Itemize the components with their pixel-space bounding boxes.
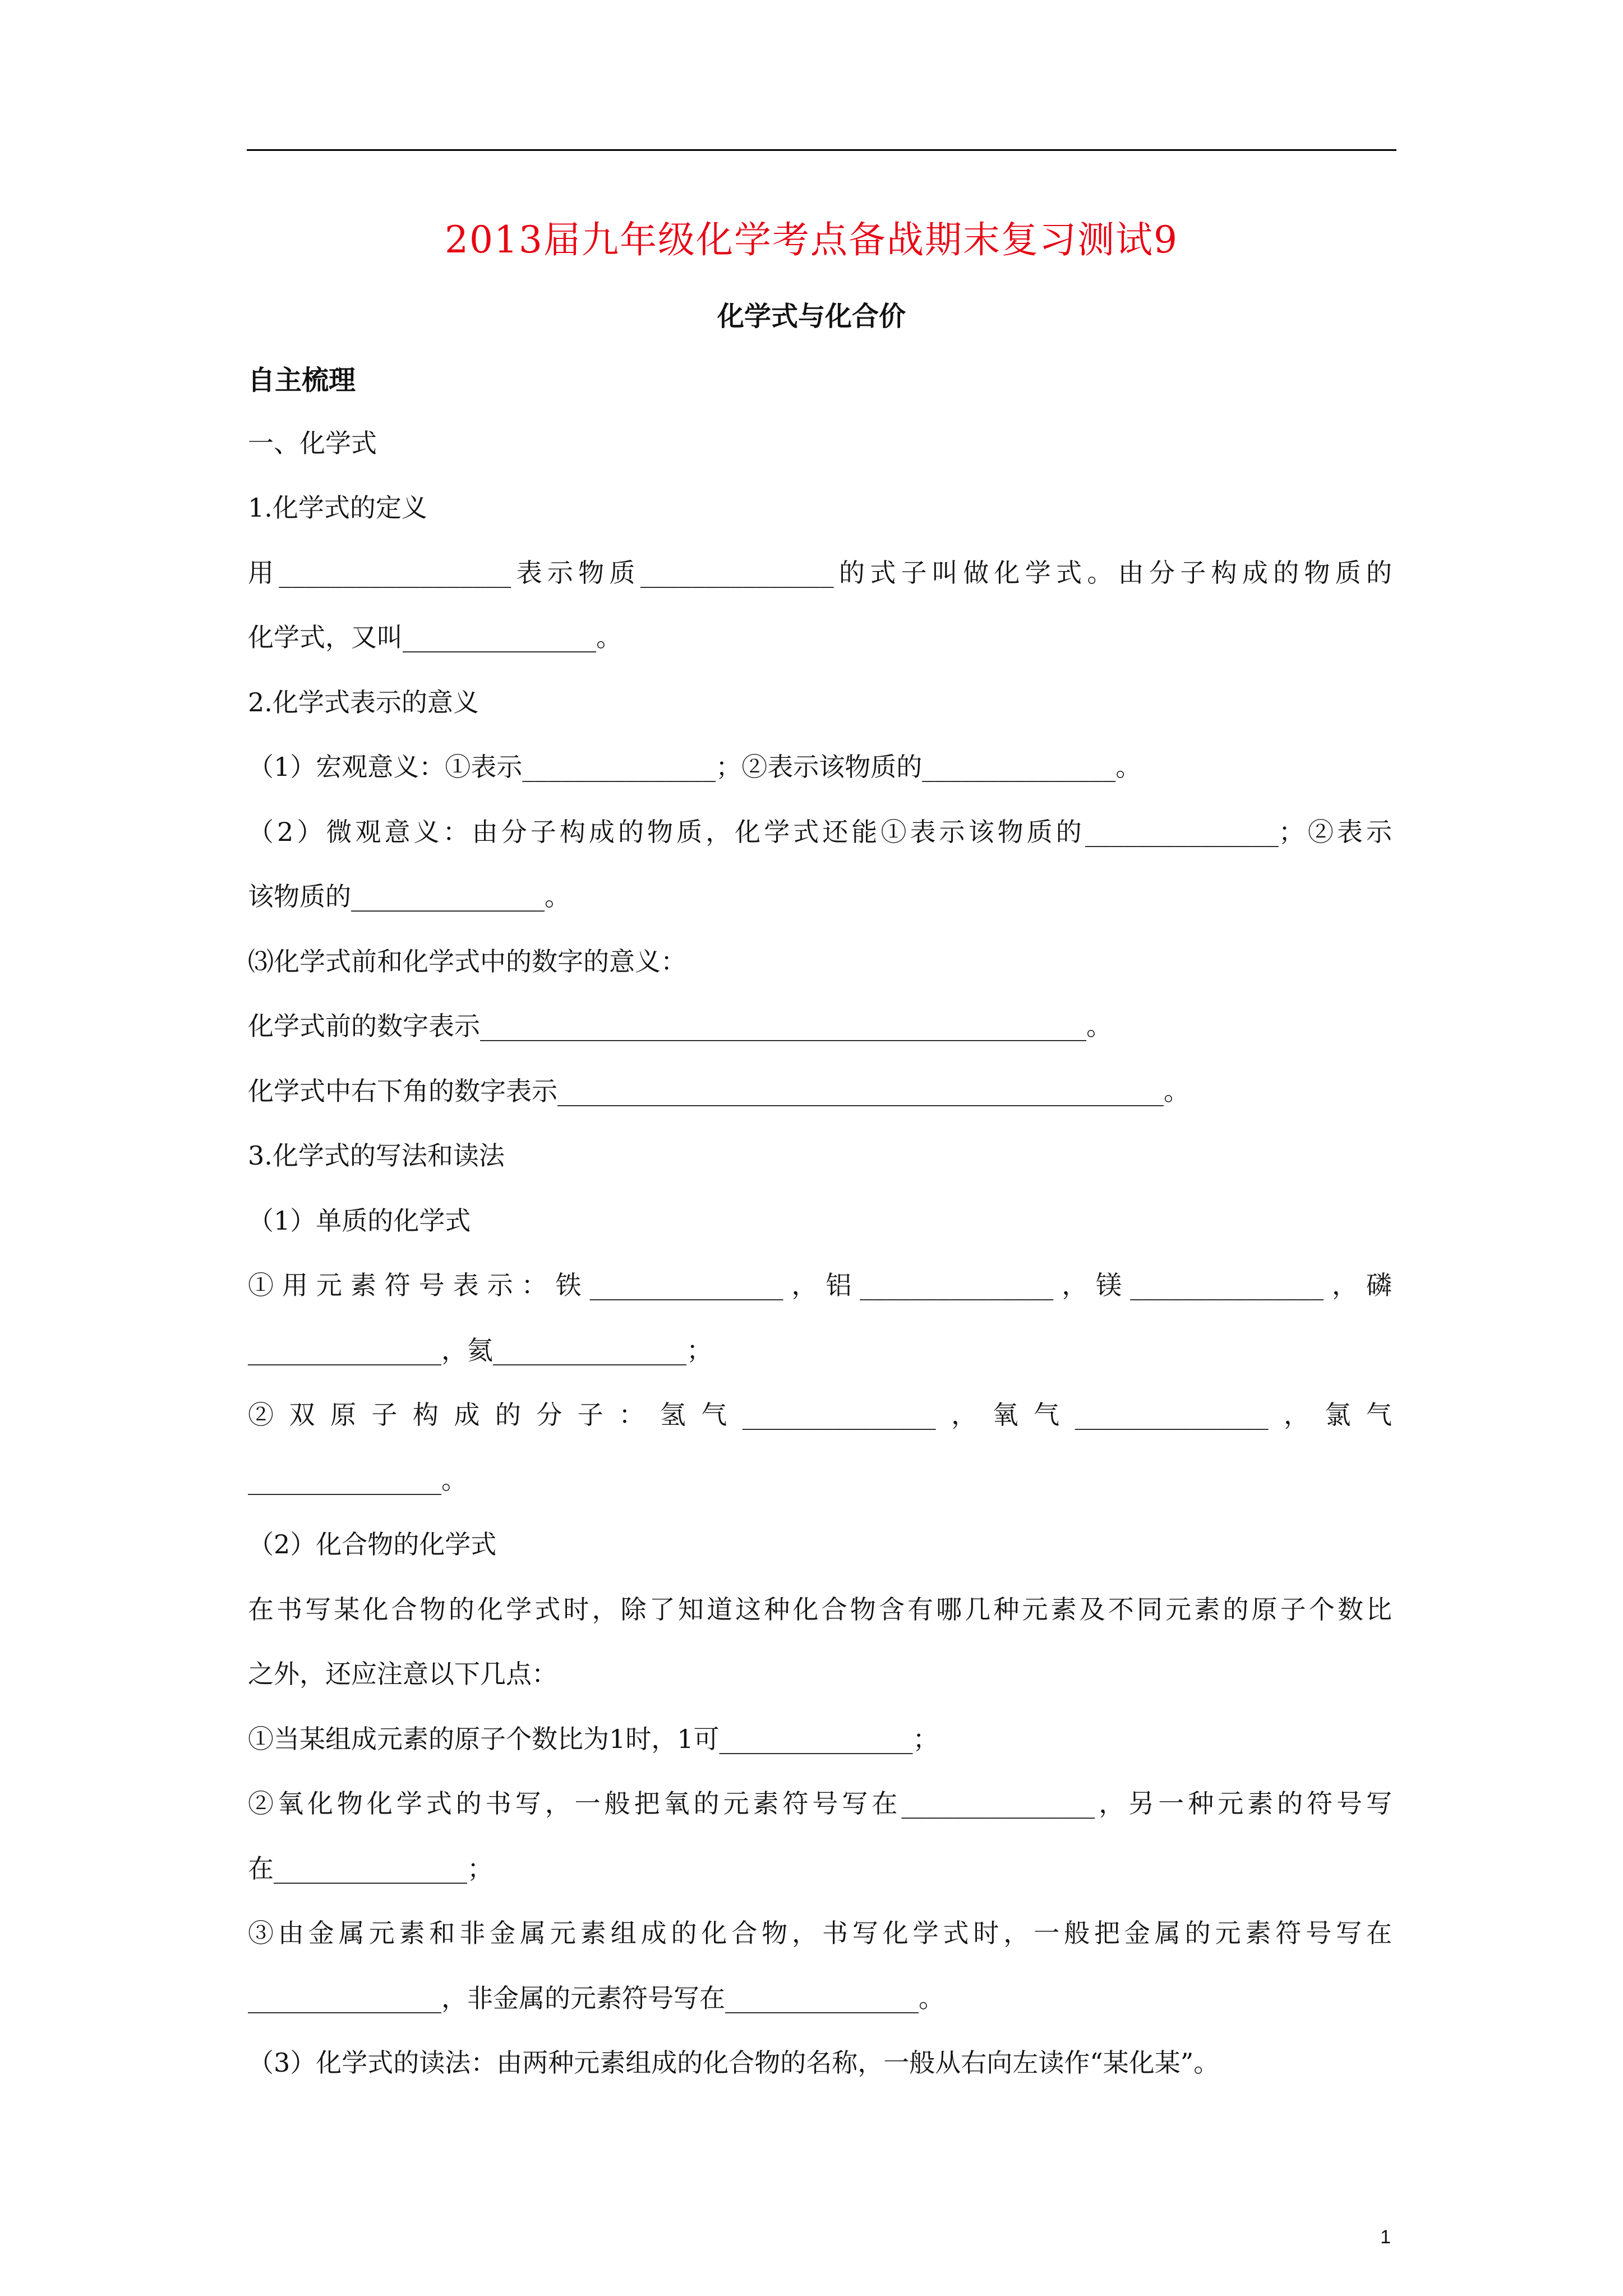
micro-meaning-line-2: 该物质的_______________。 bbox=[248, 881, 570, 912]
subscript-number-line: 化学式中右下角的数字表示_______________________________________________。 bbox=[248, 1076, 1189, 1106]
prefix-number-line: 化学式前的数字表示_______________________________________________。 bbox=[248, 1011, 1112, 1041]
document-title: 2013届九年级化学考点备战期末复习测试9 bbox=[445, 218, 1178, 261]
definition-line-1: 用__________________表示物质_______________的式子叫做化学式。由分子构成的物质的 bbox=[248, 558, 1392, 588]
diatomic-line-2: _______________。 bbox=[248, 1465, 467, 1495]
reading-rule-line: （3）化学式的读法：由两种元素组成的化合物的名称，一般从右向左读作“某化某”。 bbox=[248, 2047, 1220, 2078]
element-symbol-line-2: _______________，氦_______________； bbox=[248, 1335, 712, 1365]
rule-3-line-1: ③由金属元素和非金属元素组成的化合物，书写化学式时，一般把金属的元素符号写在 bbox=[248, 1918, 1392, 1948]
number-meaning-heading: ⑶化学式前和化学式中的数字的意义： bbox=[248, 946, 686, 977]
micro-meaning-line-1: （2）微观意义：由分子构成的物质，化学式还能①表示该物质的_______________；②表示 bbox=[248, 817, 1392, 847]
subsection-definition: 1.化学式的定义 bbox=[248, 493, 427, 523]
compound-intro-line-1: 在书写某化合物的化学式时，除了知道这种化合物含有哪几种元素及不同元素的原子个数比 bbox=[248, 1594, 1392, 1625]
definition-line-2: 化学式，又叫_______________。 bbox=[248, 622, 622, 652]
section-title-chemical-formula: 一、化学式 bbox=[248, 428, 377, 458]
subsection-writing-reading: 3.化学式的写法和读法 bbox=[248, 1140, 505, 1171]
header-rule bbox=[247, 149, 1396, 151]
rule-3-line-2: _______________，非金属的元素符号写在_______________。 bbox=[248, 1983, 944, 2013]
element-symbol-line-1: ①用元素符号表示：铁_______________，铝_______________，镁_______________，磷 bbox=[248, 1270, 1393, 1300]
document-subtitle: 化学式与化合价 bbox=[717, 301, 906, 332]
subsection-meaning: 2.化学式表示的意义 bbox=[248, 687, 479, 717]
section-heading: 自主梳理 bbox=[248, 365, 356, 396]
rule-1-line: ①当某组成元素的原子个数比为1时，1可_______________； bbox=[248, 1724, 939, 1754]
rule-2-line-1: ②氧化物化学式的书写，一般把氧的元素符号写在_______________，另一种元素的符号写 bbox=[248, 1788, 1392, 1819]
macro-meaning-line: （1）宏观意义：①表示_______________；②表示该物质的_______________。 bbox=[248, 752, 1142, 782]
element-formula-heading: （1）单质的化学式 bbox=[248, 1205, 471, 1236]
diatomic-line-1: ②双原子构成的分子：氢气_______________，氧气_______________，氯气 bbox=[248, 1400, 1392, 1430]
compound-formula-heading: （2）化合物的化学式 bbox=[248, 1529, 497, 1559]
compound-intro-line-2: 之外，还应注意以下几点： bbox=[248, 1659, 557, 1689]
page-number: 1 bbox=[1380, 2226, 1391, 2248]
rule-2-line-2: 在_______________； bbox=[248, 1853, 493, 1884]
